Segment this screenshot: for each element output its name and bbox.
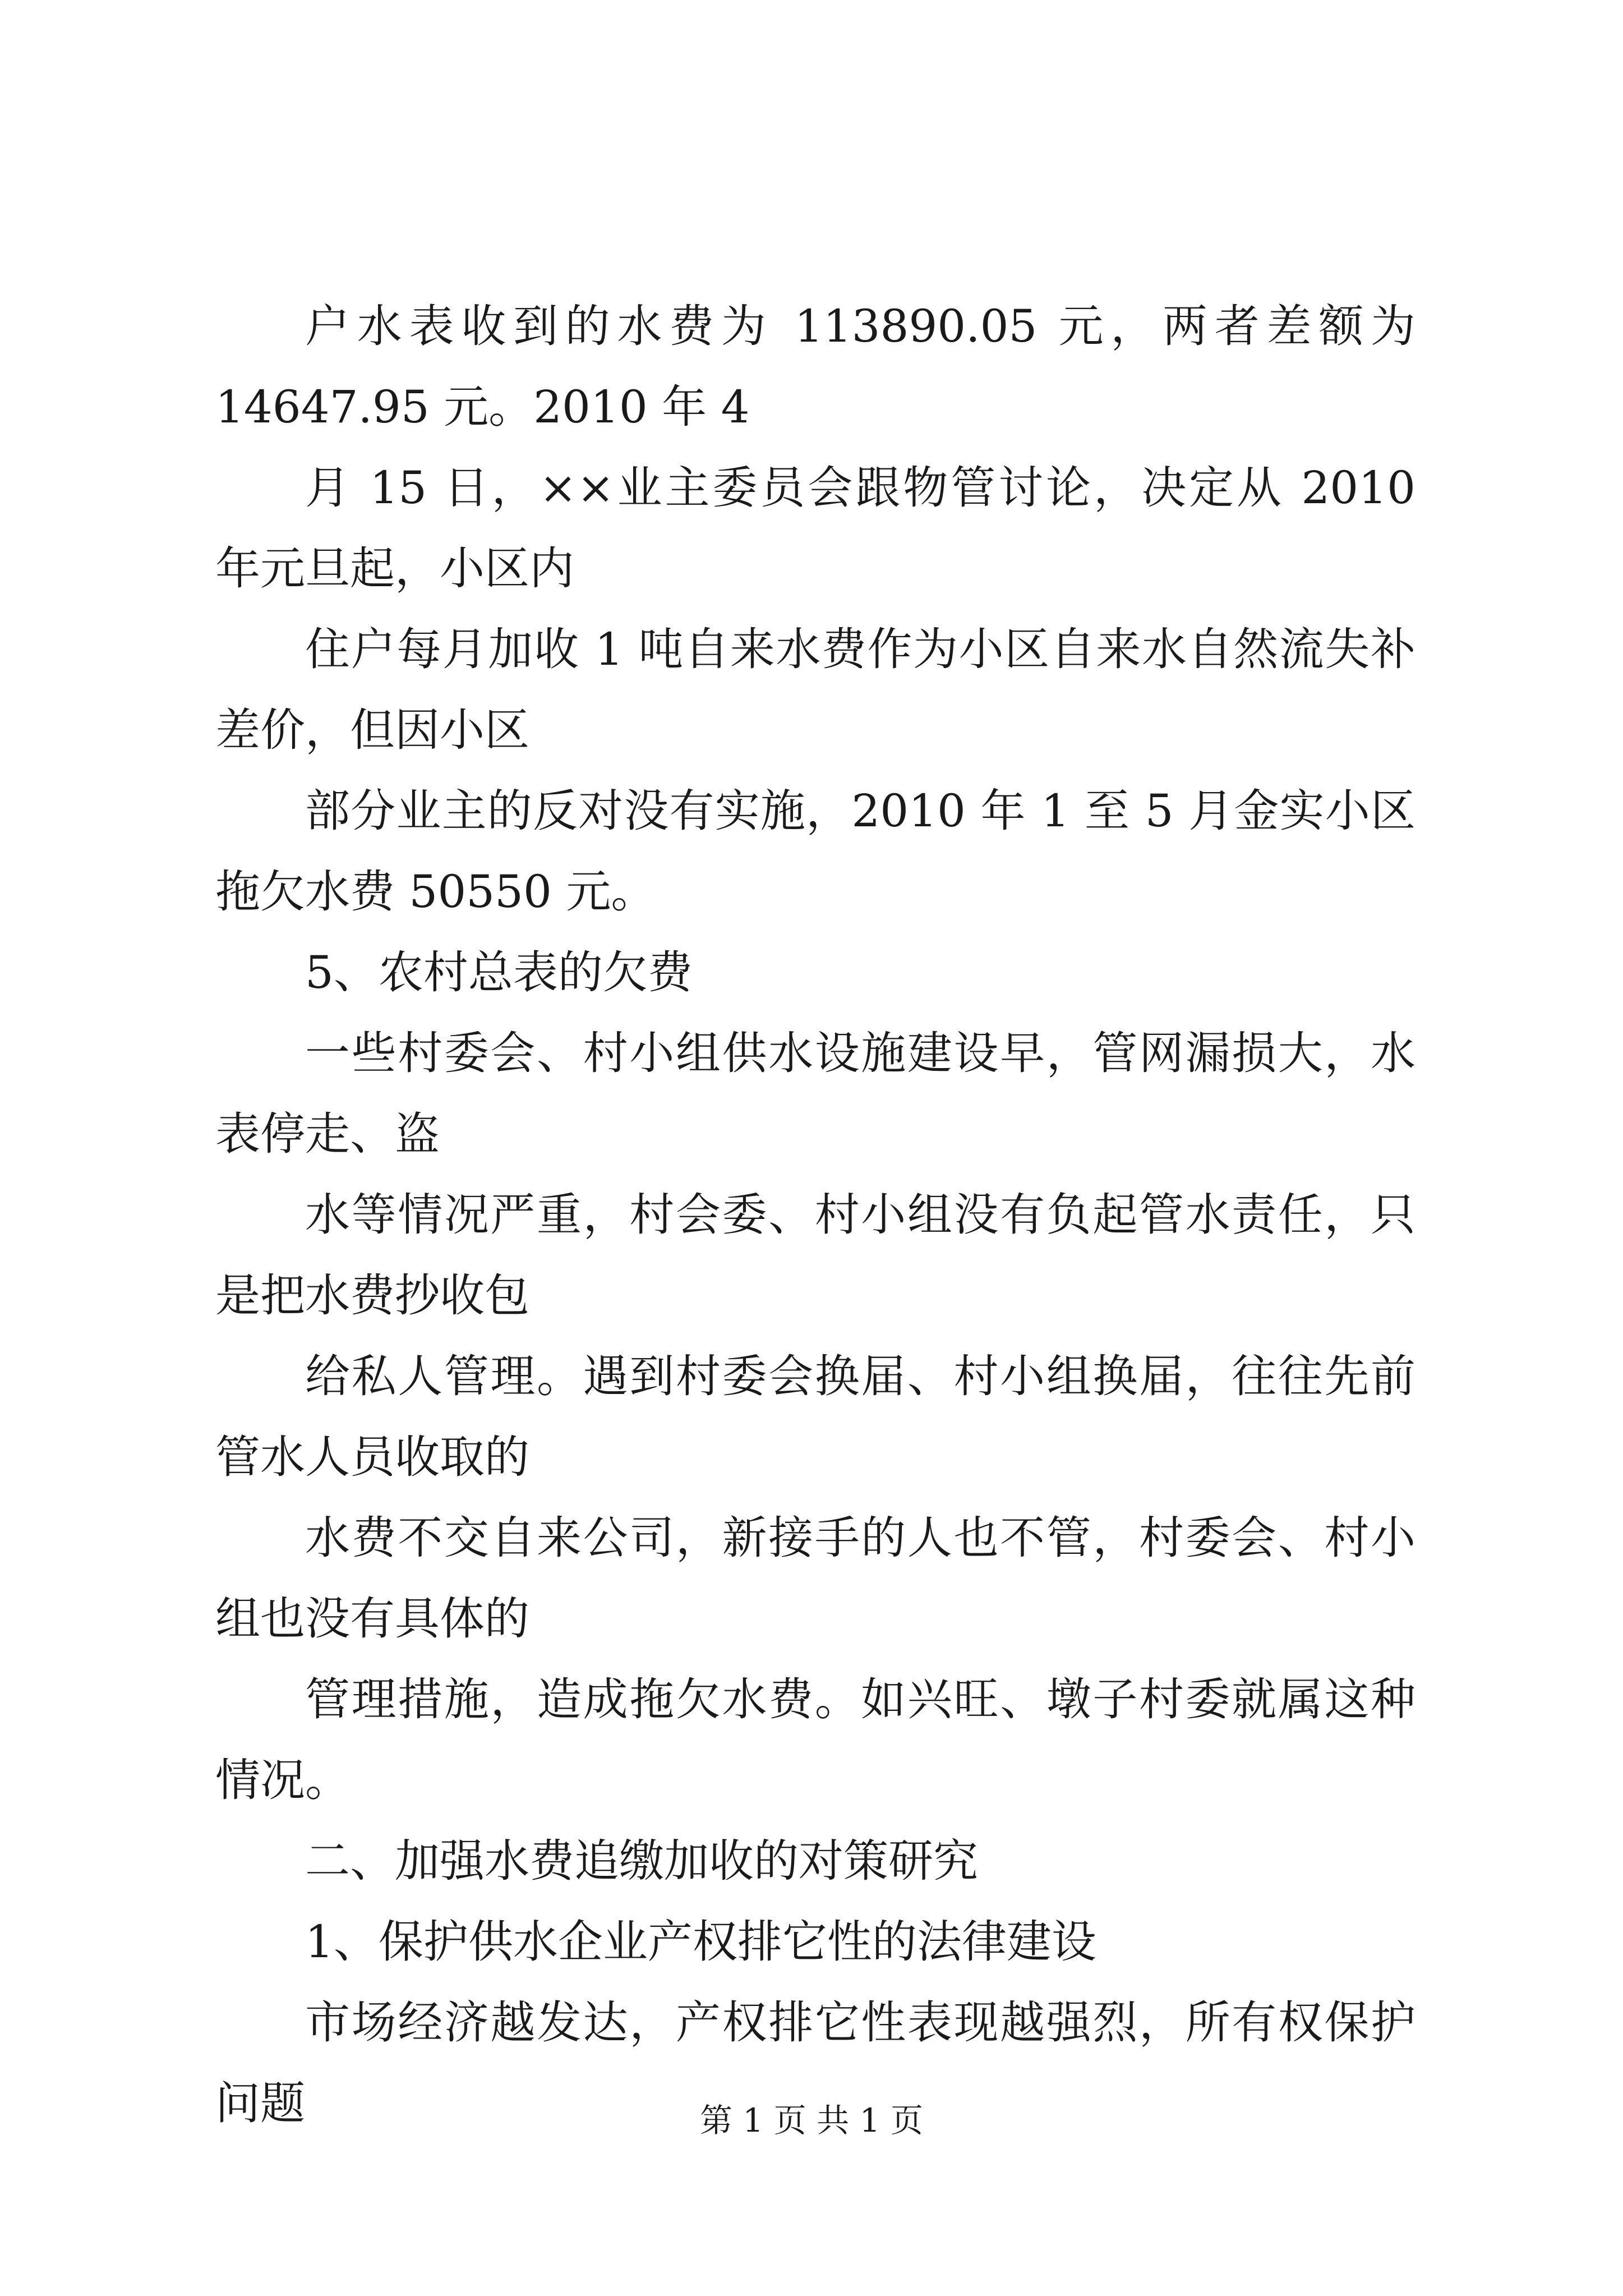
paragraph: 月 15 日，××业主委员会跟物管讨论，决定从 2010 年元旦起，小区内 xyxy=(215,462,1415,595)
section-heading: 1、保护供水企业产权排它性的法律建设 xyxy=(305,1916,1096,1968)
paragraph: 住户每月加收 1 吨自来水费作为小区自来水自然流失补差价，但因小区 xyxy=(215,623,1415,756)
paragraph: 管理措施，造成拖欠水费。如兴旺、墩子村委就属这种情况。 xyxy=(215,1673,1415,1806)
paragraph: 给私人管理。遇到村委会换届、村小组换届，往往先前管水人员收取的 xyxy=(215,1350,1415,1483)
section-heading: 二、加强水费追缴加收的对策研究 xyxy=(305,1835,978,1887)
paragraph: 水费不交自来公司，新接手的人也不管，村委会、村小组也没有具体的 xyxy=(215,1512,1415,1645)
paragraph: 市场经济越发达，产权排它性表现越强烈，所有权保护问题 xyxy=(215,1996,1415,2129)
paragraph: 一些村委会、村小组供水设施建设早，管网漏损大，水表停走、盗 xyxy=(215,1027,1415,1160)
document-body xyxy=(215,286,1415,2144)
page-number: 第 1 页 共 1 页 xyxy=(700,2101,923,2139)
paragraph: 水等情况严重，村会委、村小组没有负起管水责任，只是把水费抄收包 xyxy=(215,1189,1415,1322)
paragraph: 部分业主的反对没有实施，2010 年 1 至 5 月金实小区拖欠水费 50550 元。 xyxy=(215,785,1415,918)
page-footer xyxy=(0,2101,1623,2140)
section-heading: 5、农村总表的欠费 xyxy=(305,946,693,999)
paragraph: 户水表收到的水费为 113890.05 元，两者差额为 14647.95 元。2010 年 4 xyxy=(215,300,1415,433)
